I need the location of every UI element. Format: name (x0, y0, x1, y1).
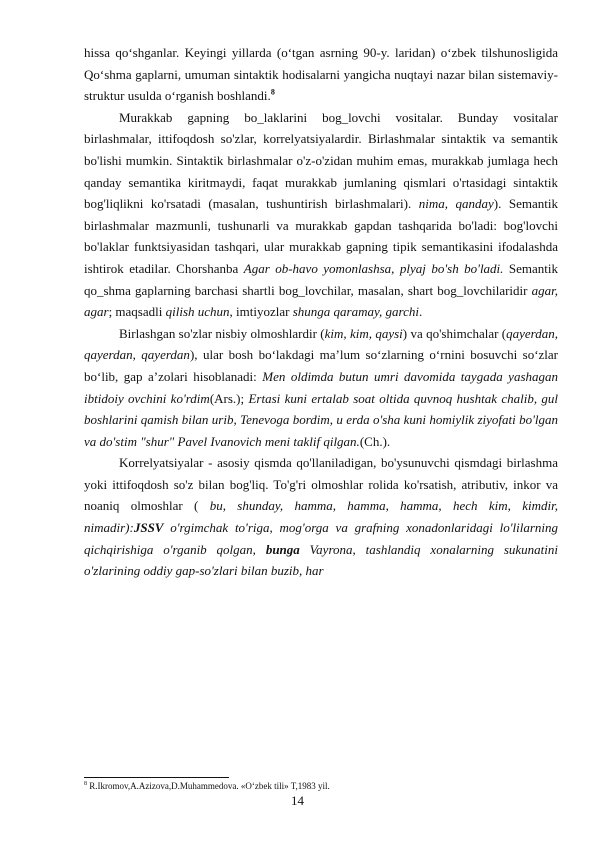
paragraph-1-text: hissa qo‘shganlar. Keyingi yillarda (o‘tgan asrning 90-y. laridan) o‘zbek tilshunosligida Qo‘shma gaplarni, umuman sintaktik hodisalarni yangicha nuqtayi nazar bilan sistemaviy-struktur usulda o‘rganish boshlandi. (84, 45, 558, 104)
p2-italic-d: Agar ob-havo yomonlashsa, plyaj bo'sh bo'ladi. (243, 260, 504, 276)
p2-text-e: Semantik qo_shma gaplarning barchasi shartli bog_lovchilar, masalan, shart bog_lovchilaridir (84, 260, 558, 298)
p3-text-e: ), ular bosh bo‘lakdagi ma’lum so‘zlarning o‘rnini bosuvchi so‘zlar bo‘lib, gap a’zolari hisoblanadi: (84, 347, 559, 384)
p3-text-c: ) va qo'shimchalar ( (402, 325, 507, 341)
p4-italic-d: o'rgimchak to'riga, mog'orga va grafning xonadonlaridagi lo'lilarning qichqirishiga o'rganib qolgan, (84, 520, 558, 557)
footnote (84, 780, 558, 793)
p3-text-i: (Ch.). (359, 433, 391, 449)
paragraph-4 (84, 452, 558, 582)
p4-bold-italic-c: JSSV (133, 520, 164, 536)
p4-bold-italic-e: bunga (265, 541, 300, 557)
page-number: 14 (291, 793, 304, 808)
paragraph-1 (84, 42, 558, 107)
p3-text-a: Birlashgan so'zlar nisbiy olmoshlardir ( (119, 325, 325, 341)
p4-italic-f: Vayrona, tashlandiq xonalarning sukunatini o'zlarining oddiy gap-so'zlari bilan buzib, har (84, 541, 559, 579)
p3-italic-f: Men oldimda butun umri davomida taygada yashagan ibtidoiy ovchini ko'rdim (84, 368, 559, 406)
p2-italic-f: agar, agar (84, 282, 558, 320)
paragraph-3 (84, 323, 558, 453)
p4-text-a: Korrelyatsiyalar - asosiy qismda qo'llaniladigan, bo'ysunuvchi qismdagi birlashma yoki ittifoqdosh so'z bilan bog'liq. To'g'ri olmoshlar rolida ko'rsatish, atributiv, inkor va noaniq olmoshlar ( (84, 455, 558, 514)
p2-italic-j: shunga qaramay, garchi (292, 304, 419, 320)
footnote-text: R.Ikromov,A.Azizova,D.Muhammedova. «O‘zbek tili» T,1983 yil. (89, 781, 330, 791)
p2-text-a: Murakkab gapning bo_laklarini bog_lovchi vositalar. Bunday vositalar birlashmalar, ittifoqdosh so'zlar, korrelyatsiyalardir. Birlashmalar sintaktik va semantik bo'lishi mumkin. Sintaktik birlashmalar o'z-o'zidan muhim emas, murakkab jumlaga hech qanday semantika kiritmaydi, faqat murakkab jumlaning qismlari o'rtasidagi sintaktik bog'liqlikni ko'rsatadi (masalan, tushuntirish birlashmalari). (84, 109, 558, 212)
p3-italic-d: qayerdan, qayerdan, qayerdan (84, 325, 558, 363)
p3-italic-h: Ertasi kuni ertalab soat oltida quvnoq hushtak chalib, gul boshlarini qamish bilan urib, Tenevoga bordim, u erda o'sha kuni homiylik ziyofati bo'lgan va do'stim "shur" Pavel Ivanovich meni taklif qilgan. (84, 390, 559, 449)
p3-text-g: (Ars.); (209, 390, 245, 406)
document-body (84, 42, 558, 582)
p2-text-c: ). Semantik birlashmalar mazmunli, tushunarli va murakkab gapdan tashqarida bo'ladi: bog'lovchi bo'laklar funktsiyasidan tashqari, ular murakkab gapning tipik semantikasini ifodalashda ishtirok etadilar. Chorshanba (84, 196, 559, 276)
footnote-reference[interactable]: 8 (270, 87, 275, 97)
p3-italic-b: kim, kim, qaysi (324, 325, 403, 341)
p2-text-i: , imtiyozlar (229, 304, 290, 320)
footnote-marker: 8 (84, 781, 87, 787)
p2-italic-b: nima, qanday (418, 196, 494, 212)
p4-italic-b: bu, shunday, hamma, hamma, hamma, hech kim, kimdir, nimadir): (84, 498, 558, 536)
p2-text-k: . (419, 304, 423, 320)
paragraph-2 (84, 107, 558, 323)
p2-text-g: ; maqsadli (108, 304, 163, 320)
footnote-separator (84, 777, 229, 778)
p2-italic-h: qilish uchun (165, 304, 230, 320)
